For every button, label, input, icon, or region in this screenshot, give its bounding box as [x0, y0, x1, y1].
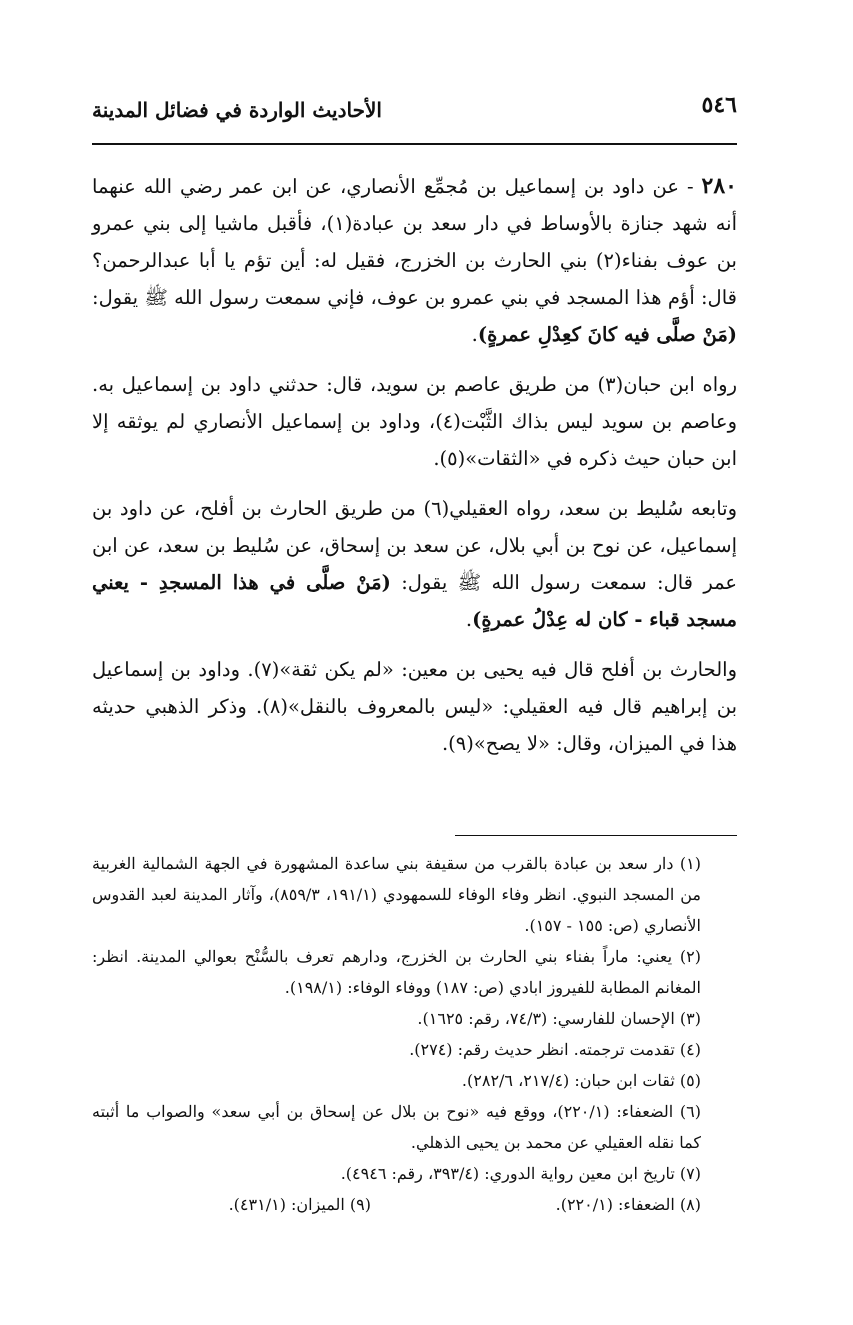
mutabaa-text: وتابعه سُليط بن سعد، رواه العقيلي(٦) من طريق الحارث بن أفلح، عن داود بن إسماعيل، عن نوح بن أبي بلال، عن سعد بن إسحاق، عن سُليط بن سعد، عن ابن عمر قال: سمعت رسول الله ﷺ يقول:	[92, 497, 738, 594]
hadith-end: .	[471, 323, 478, 346]
hadith-number: ٢٨٠	[701, 173, 737, 199]
header-divider	[92, 143, 737, 145]
hadith-quote: (مَنْ صلَّى فيه كانَ كعِدْلِ عمرةٍ)	[477, 323, 737, 346]
footnote-8: (٨) الضعفاء: (٢٢٠/١).	[555, 1195, 701, 1214]
footnote-5: (٥) ثقات ابن حبان: (٢١٧/٤، ٢٨٢/٦).	[461, 1071, 701, 1090]
mutabaa-quote: (مَنْ صلَّى في هذا المسجدِ - يعني مسجد قباء - كان له عِدْلُ عمرةٍ)	[92, 571, 737, 631]
footnote-4: (٤) تقدمت ترجمته. انظر حديث رقم: (٢٧٤).	[409, 1040, 701, 1059]
footnotes	[92, 848, 737, 1220]
mutabaa-paragraph	[92, 490, 737, 638]
takhrij-paragraph: رواه ابن حبان(٣) من طريق عاصم بن سويد، قال: حدثني داود بن إسماعيل به. وعاصم بن سويد ليس بذاك الثَّبْت(٤)، وداود بن إسماعيل الأنصاري لم يوثقه إلا ابن حبان حيث ذكره في «الثقات»(٥).	[92, 373, 737, 470]
hadith-paragraph	[92, 168, 737, 353]
footnote-row-8-9	[92, 1189, 737, 1220]
page-number: ٥٤٦	[701, 92, 737, 118]
footnote-3: (٣) الإحسان للفارسي: (٧٤/٣، رقم: ١٦٢٥).	[417, 1009, 701, 1028]
footnote-2: (٢) يعني: ماراً بفناء بني الحارث بن الخزرج، ودارهم تعرف بالسُّنْح بعوالي المدينة. انظر: المغانم المطابة للفيروز ابادي (ص: ١٨٧) ووفاء الوفاء: (١٩٨/١).	[92, 947, 701, 997]
running-title: الأحاديث الواردة في فضائل المدينة	[92, 98, 382, 122]
footnote-divider	[455, 835, 737, 836]
footnote-9: (٩) الميزان: (٤٣١/١).	[228, 1195, 371, 1214]
main-text	[92, 168, 737, 762]
page-header	[92, 92, 737, 144]
footnote-7: (٧) تاريخ ابن معين رواية الدوري: (٣٩٣/٤، رقم: ٤٩٤٦).	[340, 1164, 701, 1183]
footnote-1: (١) دار سعد بن عبادة بالقرب من سقيفة بني ساعدة المشهورة في الجهة الشمالية الغربية من المسجد النبوي. انظر وفاء الوفاء للسمهودي (١٩١/١، ٨٥٩/٣)، وآثار المدينة لعبد القدوس الأنصاري (ص: ١٥٥ - ١٥٧).	[92, 854, 702, 935]
mutabaa-end: .	[465, 608, 473, 631]
hadith-text: - عن داود بن إسماعيل بن مُجمِّع الأنصاري، عن ابن عمر رضي الله عنهما أنه شهد جنازة بالأوساط في دار سعد بن عبادة(١)، فأقبل ماشيا إلى بني عمرو بن عوف بفناء(٢) بني الحارث بن الخزرج، فقيل له: أين تؤم يا أبا عبدالرحمن؟ قال: أؤم هذا المسجد في بني عمرو بن عوف، فإني سمعت رسول الله ﷺ يقول:	[92, 175, 737, 309]
footnote-6: (٦) الضعفاء: (٢٢٠/١)، ووقع فيه «نوح بن بلال عن إسحاق بن أبي سعد» والصواب ما أثبته كما نقله العقيلي عن محمد بن يحيى الذهلي.	[92, 1102, 702, 1152]
narrator-criticism-paragraph: والحارث بن أفلح قال فيه يحيى بن معين: «لم يكن ثقة»(٧). وداود بن إسماعيل بن إبراهيم قال فيه العقيلي: «ليس بالمعروف بالنقل»(٨). وذكر الذهبي حديثه هذا في الميزان، وقال: «لا يصح»(٩).	[92, 658, 738, 755]
